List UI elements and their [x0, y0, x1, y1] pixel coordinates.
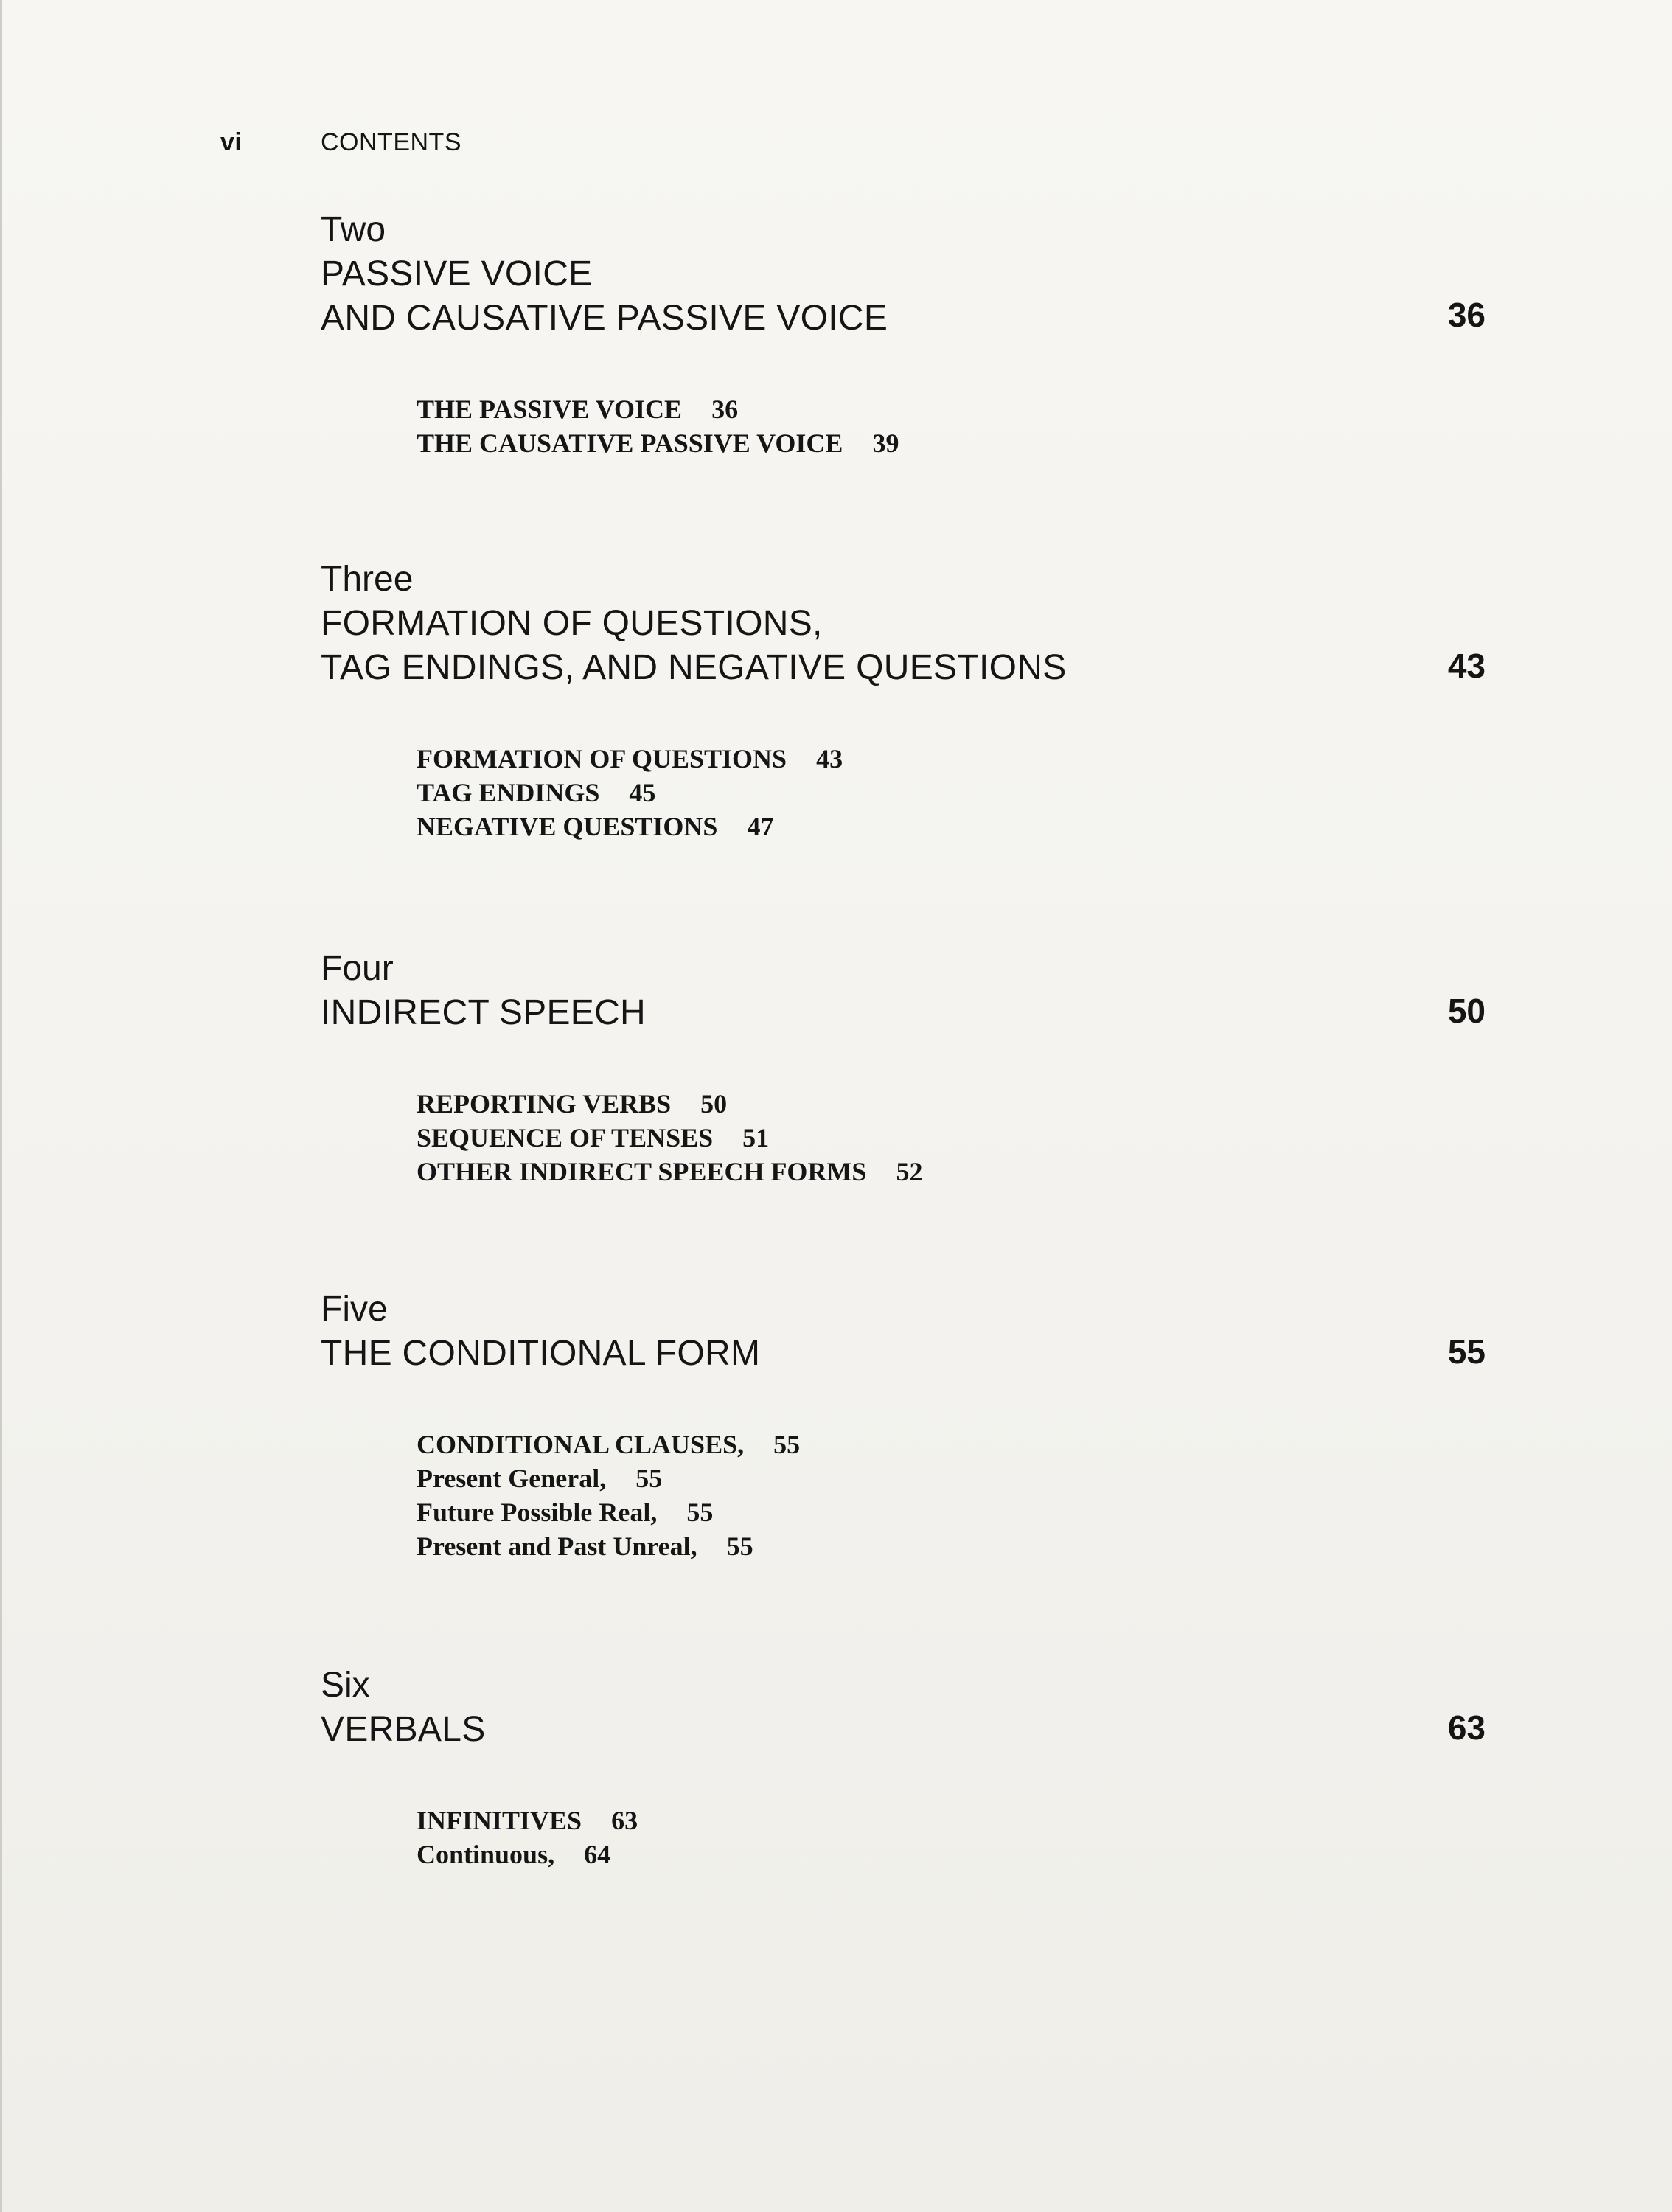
toc-entry-text: REPORTING VERBS: [417, 1089, 672, 1119]
chapter-page: 43: [1447, 647, 1485, 685]
toc-entry-text: FORMATION OF QUESTIONS: [417, 744, 787, 773]
toc-entry: [417, 1155, 1500, 1189]
chapter-five: [321, 1287, 1500, 1563]
toc-entry-page: 55: [726, 1531, 753, 1561]
chapter-title-line: THE CONDITIONAL FORM: [321, 1334, 761, 1373]
toc-entry: [417, 392, 1500, 426]
toc-entry-text: INFINITIVES: [417, 1806, 582, 1835]
toc-entry-page: 64: [584, 1840, 611, 1869]
chapter-page: 55: [1447, 1332, 1485, 1371]
chapter-number: Four: [321, 949, 394, 988]
toc-entry: [417, 1121, 1500, 1155]
toc-entry-page: 39: [872, 428, 899, 458]
page-number: vi: [220, 128, 243, 156]
toc-entry: [417, 742, 1500, 776]
toc-entry-text: THE CAUSATIVE PASSIVE VOICE: [417, 428, 843, 458]
toc-entry-text: NEGATIVE QUESTIONS: [417, 812, 718, 841]
toc-entry-text: OTHER INDIRECT SPEECH FORMS: [417, 1157, 867, 1186]
chapter-title-line: FORMATION OF QUESTIONS,: [321, 604, 823, 643]
chapter-number: Six: [321, 1666, 370, 1705]
section-list: [321, 1804, 1500, 1871]
toc-entry: [417, 1495, 1500, 1529]
section-list: [321, 1427, 1500, 1563]
toc-entry-text: THE PASSIVE VOICE: [417, 394, 683, 424]
toc-entry: [417, 1461, 1500, 1495]
chapter-page: 50: [1447, 992, 1485, 1030]
chapter-number: Three: [321, 560, 414, 599]
toc-entry-page: 47: [747, 812, 774, 841]
chapter-title-line: PASSIVE VOICE: [321, 254, 593, 293]
chapter-three: [321, 557, 1500, 844]
toc-entry: [417, 1529, 1500, 1563]
toc-entry-text: SEQUENCE OF TENSES: [417, 1123, 714, 1152]
toc-entry-page: 50: [700, 1089, 728, 1119]
chapter-title-line: VERBALS: [321, 1710, 486, 1749]
toc-entry-text: TAG ENDINGS: [417, 778, 600, 807]
toc-entry: [417, 426, 1500, 460]
section-list: [321, 742, 1500, 844]
toc-entry: [417, 1087, 1500, 1121]
toc-entry-text: Present General,: [417, 1464, 607, 1493]
toc-entry-page: 36: [711, 394, 739, 424]
section-list: [321, 392, 1500, 460]
toc-entry-page: 55: [635, 1464, 663, 1493]
chapter-title-line: AND CAUSATIVE PASSIVE VOICE: [321, 299, 888, 338]
chapter-four: [321, 947, 1500, 1189]
toc-entry-page: 45: [629, 778, 656, 807]
chapter-number: Five: [321, 1290, 388, 1329]
toc-entry-text: CONDITIONAL CLAUSES,: [417, 1430, 745, 1459]
toc-entry-page: 51: [742, 1123, 770, 1152]
chapter-two: [321, 208, 1500, 460]
chapter-page: 63: [1447, 1708, 1485, 1747]
toc-entry-text: Continuous,: [417, 1840, 555, 1869]
chapter-number: Two: [321, 210, 386, 249]
running-title: CONTENTS: [321, 128, 461, 156]
toc-entry: [417, 776, 1500, 810]
toc-entry: [417, 1837, 1500, 1871]
section-list: [321, 1087, 1500, 1189]
toc-entry: [417, 810, 1500, 844]
chapter-title-line: TAG ENDINGS, AND NEGATIVE QUESTIONS: [321, 648, 1067, 687]
chapter-six: [321, 1663, 1500, 1871]
toc-entry-page: 55: [686, 1498, 714, 1527]
toc-entry: [417, 1804, 1500, 1837]
toc-entry-page: 52: [896, 1157, 923, 1186]
toc-entry-text: Future Possible Real,: [417, 1498, 658, 1527]
toc-entry-page: 55: [773, 1430, 801, 1459]
chapter-title-line: INDIRECT SPEECH: [321, 993, 647, 1032]
toc-entry-text: Present and Past Unreal,: [417, 1531, 697, 1561]
chapter-page: 36: [1447, 296, 1485, 334]
toc-entry: [417, 1427, 1500, 1461]
toc-entry-page: 43: [816, 744, 843, 773]
toc-entry-page: 63: [611, 1806, 638, 1835]
